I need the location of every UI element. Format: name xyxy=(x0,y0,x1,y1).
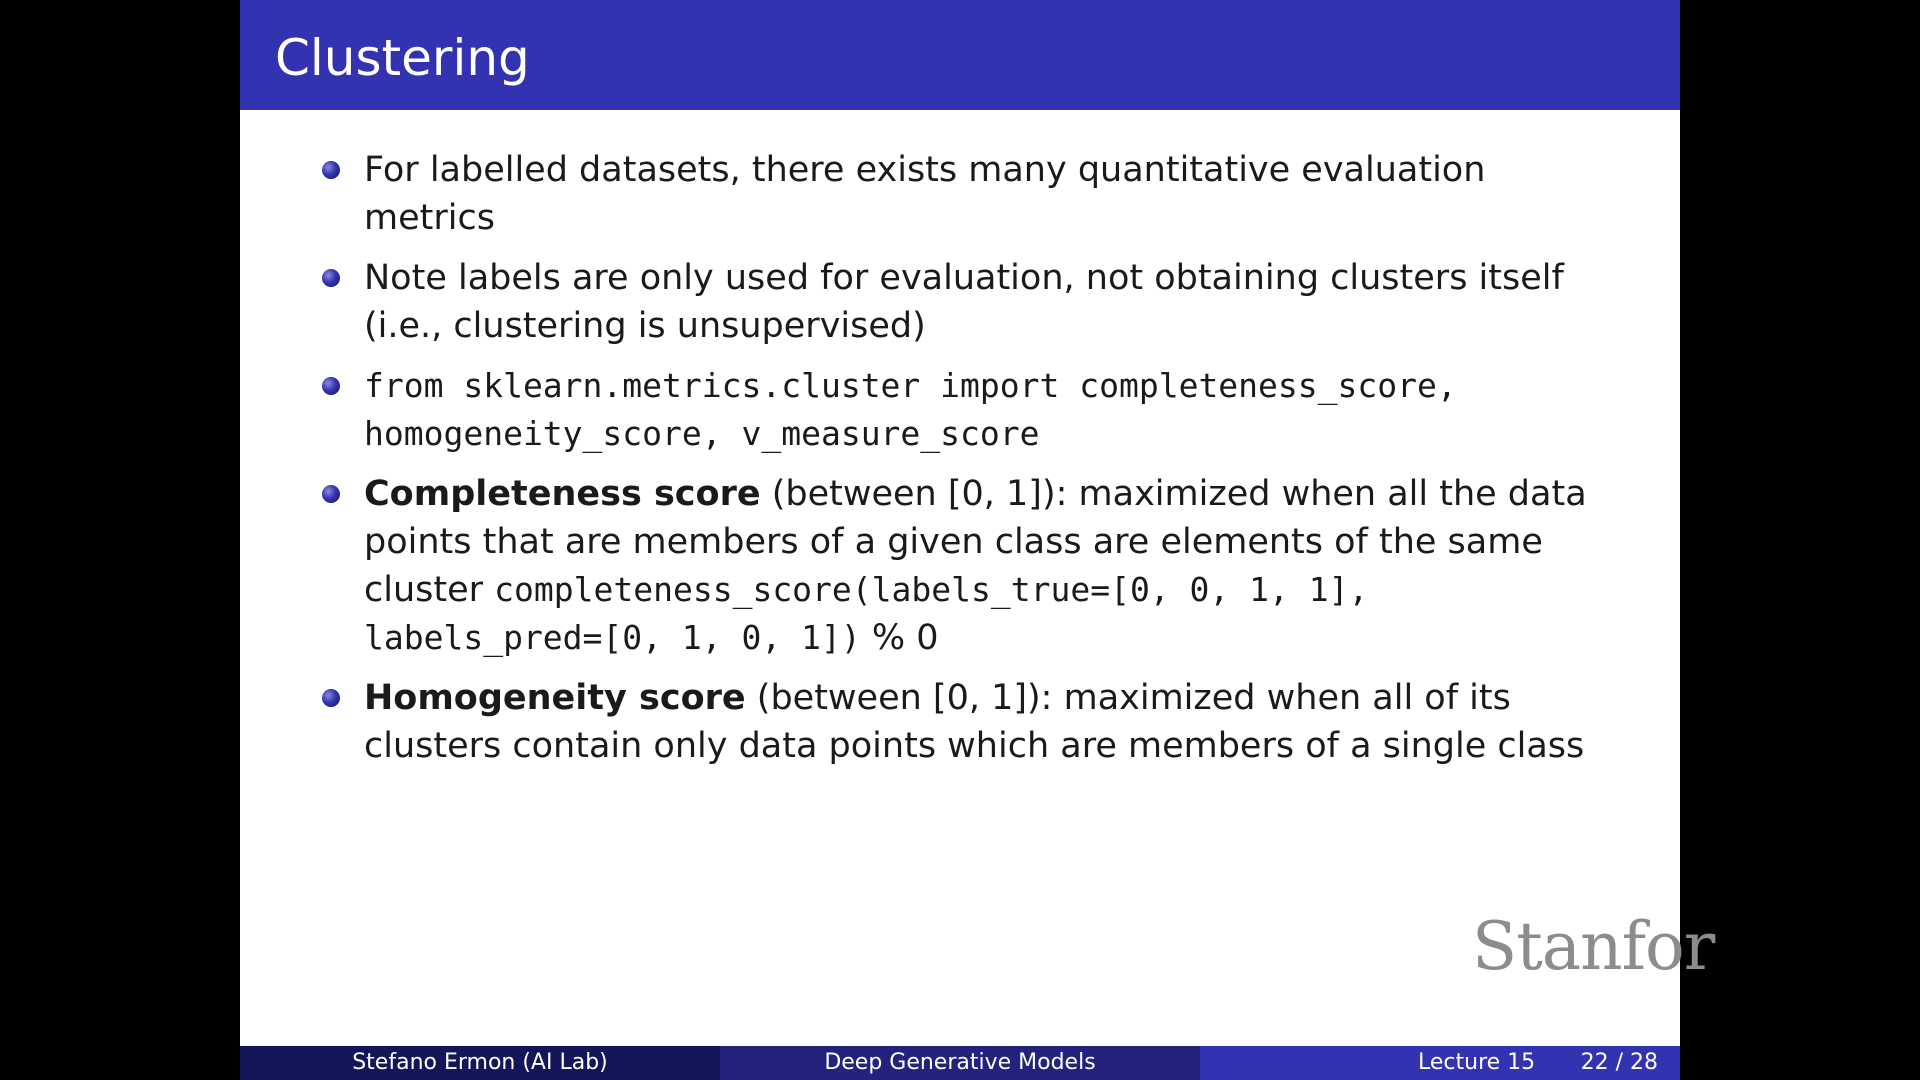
bullet-list xyxy=(322,146,1622,782)
import-code: from sklearn.metrics.cluster import completeness_score, homogeneity_score, v_measure_score xyxy=(364,366,1457,453)
bullet-dot-icon xyxy=(322,269,340,287)
term-description: (between [0, 1]): maximized when all the data points that are members of a given class are elements of the same cluster xyxy=(364,474,1587,610)
item-text: Note labels are only used for evaluation, not obtaining clusters itself (i.e., clustering is unsupervised) xyxy=(364,258,1564,346)
term-description: (between [0, 1]): maximized when all of its clusters contain only data points which are members of a single class xyxy=(364,678,1585,766)
bullet-dot-icon xyxy=(322,689,340,707)
footer-bar xyxy=(240,1046,1680,1080)
term-homogeneity: Homogeneity score xyxy=(364,678,746,718)
example-result: % 0 xyxy=(871,618,939,658)
bullet-dot-icon xyxy=(322,377,340,395)
slide xyxy=(240,0,1715,1080)
example-code: completeness_score(labels_true=[0, 0, 1, 1], labels_pred=[0, 1, 0, 1]) xyxy=(364,570,1369,657)
list-item xyxy=(322,146,1622,242)
title-bar xyxy=(240,0,1680,110)
list-item xyxy=(322,674,1622,770)
list-item xyxy=(322,470,1622,662)
list-item xyxy=(322,362,1622,458)
bullet-dot-icon xyxy=(322,161,340,179)
footer-course: Deep Generative Models xyxy=(720,1046,1200,1080)
slide-title: Clustering xyxy=(275,29,530,87)
item-text: For labelled datasets, there exists many quantitative evaluation metrics xyxy=(364,150,1486,238)
stanford-logo: Stanfor xyxy=(1472,908,1715,985)
list-item xyxy=(322,254,1622,350)
footer-lecture-section xyxy=(1200,1046,1680,1080)
footer-lecture: Lecture 15 xyxy=(1418,1050,1536,1075)
bullet-dot-icon xyxy=(322,485,340,503)
term-completeness: Completeness score xyxy=(364,474,761,514)
page-number: 22 / 28 xyxy=(1580,1050,1658,1075)
footer-author: Stefano Ermon (AI Lab) xyxy=(240,1046,720,1080)
